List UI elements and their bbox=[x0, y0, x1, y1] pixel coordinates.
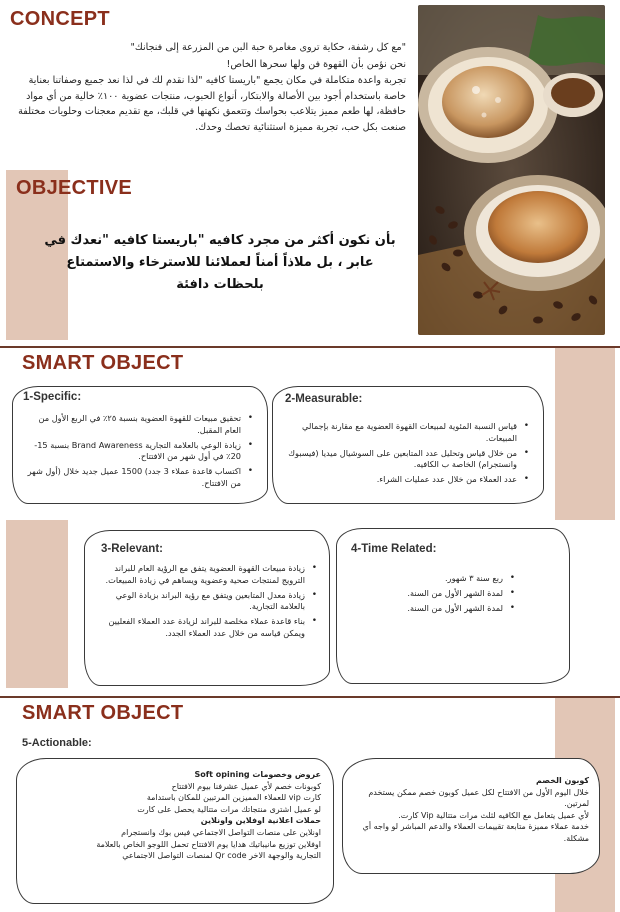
specific-title: 1-Specific: bbox=[23, 391, 82, 403]
list-item: • عدد العملاء من خلال عدد عمليات الشراء. bbox=[285, 474, 531, 486]
list-item: • لمدة الشهر الأول من السنة. bbox=[397, 603, 517, 615]
campaigns-line: التجارية والوجهة الاخر Qr code لمنصات التواصل الاجتماعي bbox=[122, 851, 321, 861]
smart-heading: SMART OBJECT bbox=[22, 702, 184, 724]
coffee-photo bbox=[418, 5, 605, 335]
measurable-box bbox=[272, 386, 544, 504]
list-item: • تحقيق مبيعات للقهوة العضوية بنسبة ٢٥٪ في الربع الأول من العام المقبل. bbox=[23, 413, 255, 437]
offers-title: عروض وخصومات Soft opining bbox=[194, 770, 321, 779]
actionable-coupon-box bbox=[342, 758, 600, 874]
list-item: • قياس النسبة المئوية لمبيعات القهوة العضوية مع مقارنة بإجمالي المبيعات. bbox=[285, 421, 531, 445]
time-related-list bbox=[397, 573, 517, 617]
actionable-offers-box bbox=[16, 758, 334, 904]
time-related-box bbox=[336, 528, 570, 684]
coupon-line: لأي عميل يتعامل مع الكافيه لثلث مرات متتالية Vip كارت. bbox=[398, 810, 589, 820]
page-concept bbox=[0, 0, 620, 340]
concept-paragraph: نحن نؤمن بأن القهوة فن ولها سحرها الخاص! bbox=[226, 58, 406, 70]
actionable-title: 5-Actionable: bbox=[22, 737, 92, 749]
list-item: • اكتساب قاعدة عملاء 3 جدد) 1500 عميل جديد خلال (أول شهر من الافتتاح. bbox=[23, 466, 255, 490]
list-item: • من خلال قياس وتحليل عدد المتابعين على السوشيال ميديا (فيسبوك وانستجرام) الخاصة ب الكافيه. bbox=[285, 448, 531, 472]
page-smart-2 bbox=[0, 696, 620, 912]
offers-line: كارت vip للعملاء المميزين المرتبين للمكان باستدامة bbox=[146, 793, 321, 803]
list-item: • زيادة الوعي بالعلامة التجارية Brand Awareness بنسبة 15-20٪ في أول شهر من الافتتاح. bbox=[23, 440, 255, 464]
campaigns-title: حملات اعلانية اوفلاين واونلاين bbox=[200, 816, 321, 826]
specific-box bbox=[12, 386, 268, 504]
offers-line: لو عميل اشترى منتجاتك مرات متتالية يحصل على كارت bbox=[137, 804, 321, 814]
offers-text bbox=[31, 769, 321, 862]
coupon-line: خلال اليوم الأول من الافتتاح لكل عميل كوبون خصم ممكن يستخدم لمرتين. bbox=[368, 787, 589, 809]
campaigns-line: اوفلاين توزيع مانيباتيك هدايا يوم الافتتاح تحمل اللوجو الخاص بالعلامة bbox=[96, 839, 321, 849]
concept-text bbox=[8, 40, 406, 136]
list-item: • زيادة مبيعات القهوة العضوية يتفق مع الرؤية العام للبراند الترويج لمنتجات صحية وعضوية ويساهم في زيادة المبيعات. bbox=[97, 563, 319, 587]
relevant-list bbox=[97, 563, 319, 643]
accent-block bbox=[555, 348, 615, 520]
campaigns-line: اونلاين على منصات التواصل الاجتماعي فيس بوك وانستجرام bbox=[121, 827, 321, 837]
accent-block bbox=[6, 520, 68, 688]
specific-list bbox=[23, 413, 255, 493]
measurable-list bbox=[285, 421, 531, 489]
time-related-title: 4-Time Related: bbox=[351, 543, 437, 555]
measurable-title: 2-Measurable: bbox=[285, 393, 363, 405]
smart-heading: SMART OBJECT bbox=[22, 352, 184, 374]
concept-heading: CONCEPT bbox=[10, 8, 110, 30]
objective-text: بأن نكون أكثر من مجرد كافيه "باريستا كافيه "نعدك في عابر ، بل ملاذاً أمناً لعملائنا للاسترخاء والاستمتاع بلحظات دافئة bbox=[44, 233, 396, 292]
offers-line: كوبونات خصم لأي عميل عشرفنا بيوم الافتتاح bbox=[171, 781, 321, 791]
objective-heading: OBJECTIVE bbox=[16, 177, 133, 199]
coupon-line: خدمة عملاء مميزة متابعة تقييمات العملاء والدعم المباشر لو واجه أي مشكلة. bbox=[362, 822, 589, 843]
coupon-text bbox=[357, 775, 589, 845]
relevant-box bbox=[84, 530, 330, 686]
coupon-title: كوبون الخصم bbox=[536, 776, 589, 785]
list-item: • ربع سنة ٣ شهور. bbox=[397, 573, 517, 585]
concept-paragraph: "مع كل رشفة، حكاية تروى مغامرة حبة البن من المزرعة إلى فنجانك" bbox=[130, 42, 406, 53]
relevant-title: 3-Relevant: bbox=[101, 543, 163, 555]
list-item: • بناء قاعدة عملاء مخلصة للبراند لزيادة عدد العملاء الفعليين ويمكن قياسه من خلال عدد العملاء الجدد. bbox=[97, 616, 319, 640]
list-item: • لمدة الشهر الأول من السنة. bbox=[397, 588, 517, 600]
concept-paragraph: تجربة واعدة متكاملة في مكان يجمع "باريستا كافيه "لذا نقدم لك في لذا نعد جميع وصفاتنا بعناية خاصة باستخدام أجود بين الأصالة والابتكار، أنواع الحبوب، منتجات عضوية ١٠٠٪ خالية من أي مواد حافظة، لها طعم مميز يتلاعب بحواسك وتتعمق نكهتها في قلبك، مع تقديم معجنات وحلويات مختلفة صنعت بكل حب، تجربة مميزة استثنائية تخصك وحدك. bbox=[18, 75, 406, 133]
page-smart-1 bbox=[0, 346, 620, 691]
list-item: • زيادة معدل المتابعين ويتفق مع رؤية البراند بزيادة الوعي بالعلامة التجارية. bbox=[97, 590, 319, 614]
